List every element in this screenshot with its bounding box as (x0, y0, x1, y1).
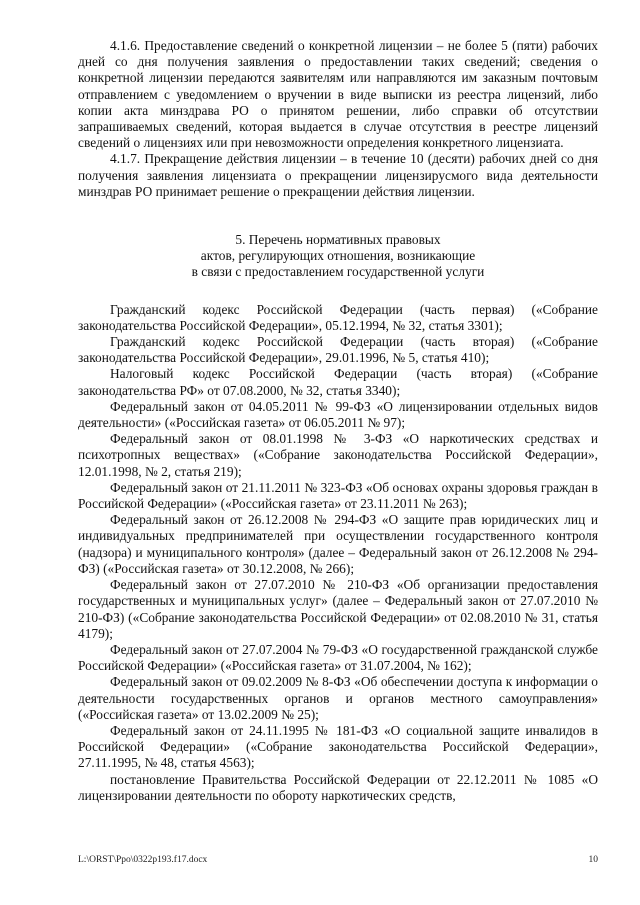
page-number: 10 (588, 855, 598, 865)
list-item: Федеральный закон от 26.12.2008 № 294-ФЗ «О защите прав юридических лиц и индивидуальных предпринимателей при осуществлении государственного контроля (надзора) и муниципального контроля» (далее – Федеральный закон от 26.12.2008 № 294-ФЗ) («Российская газета» от 30.12.2008, № 266); (78, 512, 598, 576)
list-item: Федеральный закон от 24.11.1995 № 181-ФЗ «О социальной защите инвалидов в Российской Федерации» («Собрание законодательства Российской Федерации», 27.11.1995, № 48, статья 4563); (78, 722, 598, 771)
section-title-line: актов, регулирующих отношения, возникающие (200, 248, 476, 264)
list-item: Гражданский кодекс Российской Федерации (часть вторая) («Собрание законодательства Российской Федерации», 29.01.1996, № 5, статья 410); (78, 334, 598, 366)
list-item: постановление Правительства Российской Федерации от 22.12.2011 № 1085 «О лицензировании деятельности по обороту наркотических средств, (78, 771, 598, 803)
file-path: L:\ORST\Ppo\0322p193.f17.docx (78, 855, 208, 865)
list-item: Федеральный закон от 04.05.2011 № 99-ФЗ «О лицензировании отдельных видов деятельности» («Российская газета» от 06.05.2011 № 97); (78, 398, 598, 431)
paragraph-4-1-6: 4.1.6. Предоставление сведений о конкретной лицензии – не более 5 (пяти) рабочих дней со дня получения заявления о предоставлении таких сведений; сведения о конкретной лицензии передаются заявителям или направляются им заказным почтовым отправлением с уведомлением о вручении в виде выписки из реестра лицензий, либо копии акта минздрава РО о принятом решении, либо справки об отсутствии запрашиваемых сведений, которая выдается в случае отсутствия в реестре лицензий сведений о лицензиях или при невозможности определения конкретного лицензиата. (78, 38, 598, 151)
list-item: Федеральный закон от 08.01.1998 № 3-ФЗ «О наркотических средствах и психотропных веществах» («Собрание законодательства Российской Федерации», 12.01.1998, № 2, статья 219); (78, 431, 598, 479)
normative-acts-list (78, 302, 598, 804)
document-page (78, 38, 598, 804)
section-title (78, 232, 598, 281)
list-item: Федеральный закон от 09.02.2009 № 8-ФЗ «Об обеспечении доступа к информации о деятельности государственных органов и органов местного самоуправления» («Российская газета» от 13.02.2009 № 25); (78, 674, 598, 722)
section-title-line: 5. Перечень нормативных правовых (235, 232, 441, 248)
list-item: Федеральный закон от 27.07.2004 № 79-ФЗ «О государственной гражданской службе Российской Федерации» («Российская газета» от 31.07.2004, № 162); (78, 641, 598, 674)
list-item: Федеральный закон от 27.07.2010 № 210-ФЗ «Об организации предоставления государственных и муниципальных услуг» (далее – Федеральный закон от 27.07.2010 № 210-ФЗ) («Собрание законодательства Российской Федерации» от 02.08.2010 № 31, статья 4179); (78, 577, 598, 641)
list-item: Гражданский кодекс Российской Федерации (часть первая) («Собрание законодательства Российской Федерации», 05.12.1994, № 32, статья 3301); (78, 301, 598, 333)
list-item: Федеральный закон от 21.11.2011 № 323-ФЗ «Об основах охраны здоровья граждан в Российской Федерации» («Российская газета» от 23.11.2011 № 263); (78, 479, 598, 512)
paragraph-4-1-7: 4.1.7. Прекращение действия лицензии – в течение 10 (десяти) рабочих дней со дня получения заявления лицензиата о прекращении лицензирусмого вида деятельности минздрав РО принимает решение о прекращении действия лицензии. (78, 151, 598, 199)
section-title-line: в связи с предоставлением государственной услуги (191, 264, 485, 280)
list-item: Налоговый кодекс Российской Федерации (часть вторая) («Собрание законодательства РФ» от 07.08.2000, № 32, статья 3340); (78, 366, 598, 398)
